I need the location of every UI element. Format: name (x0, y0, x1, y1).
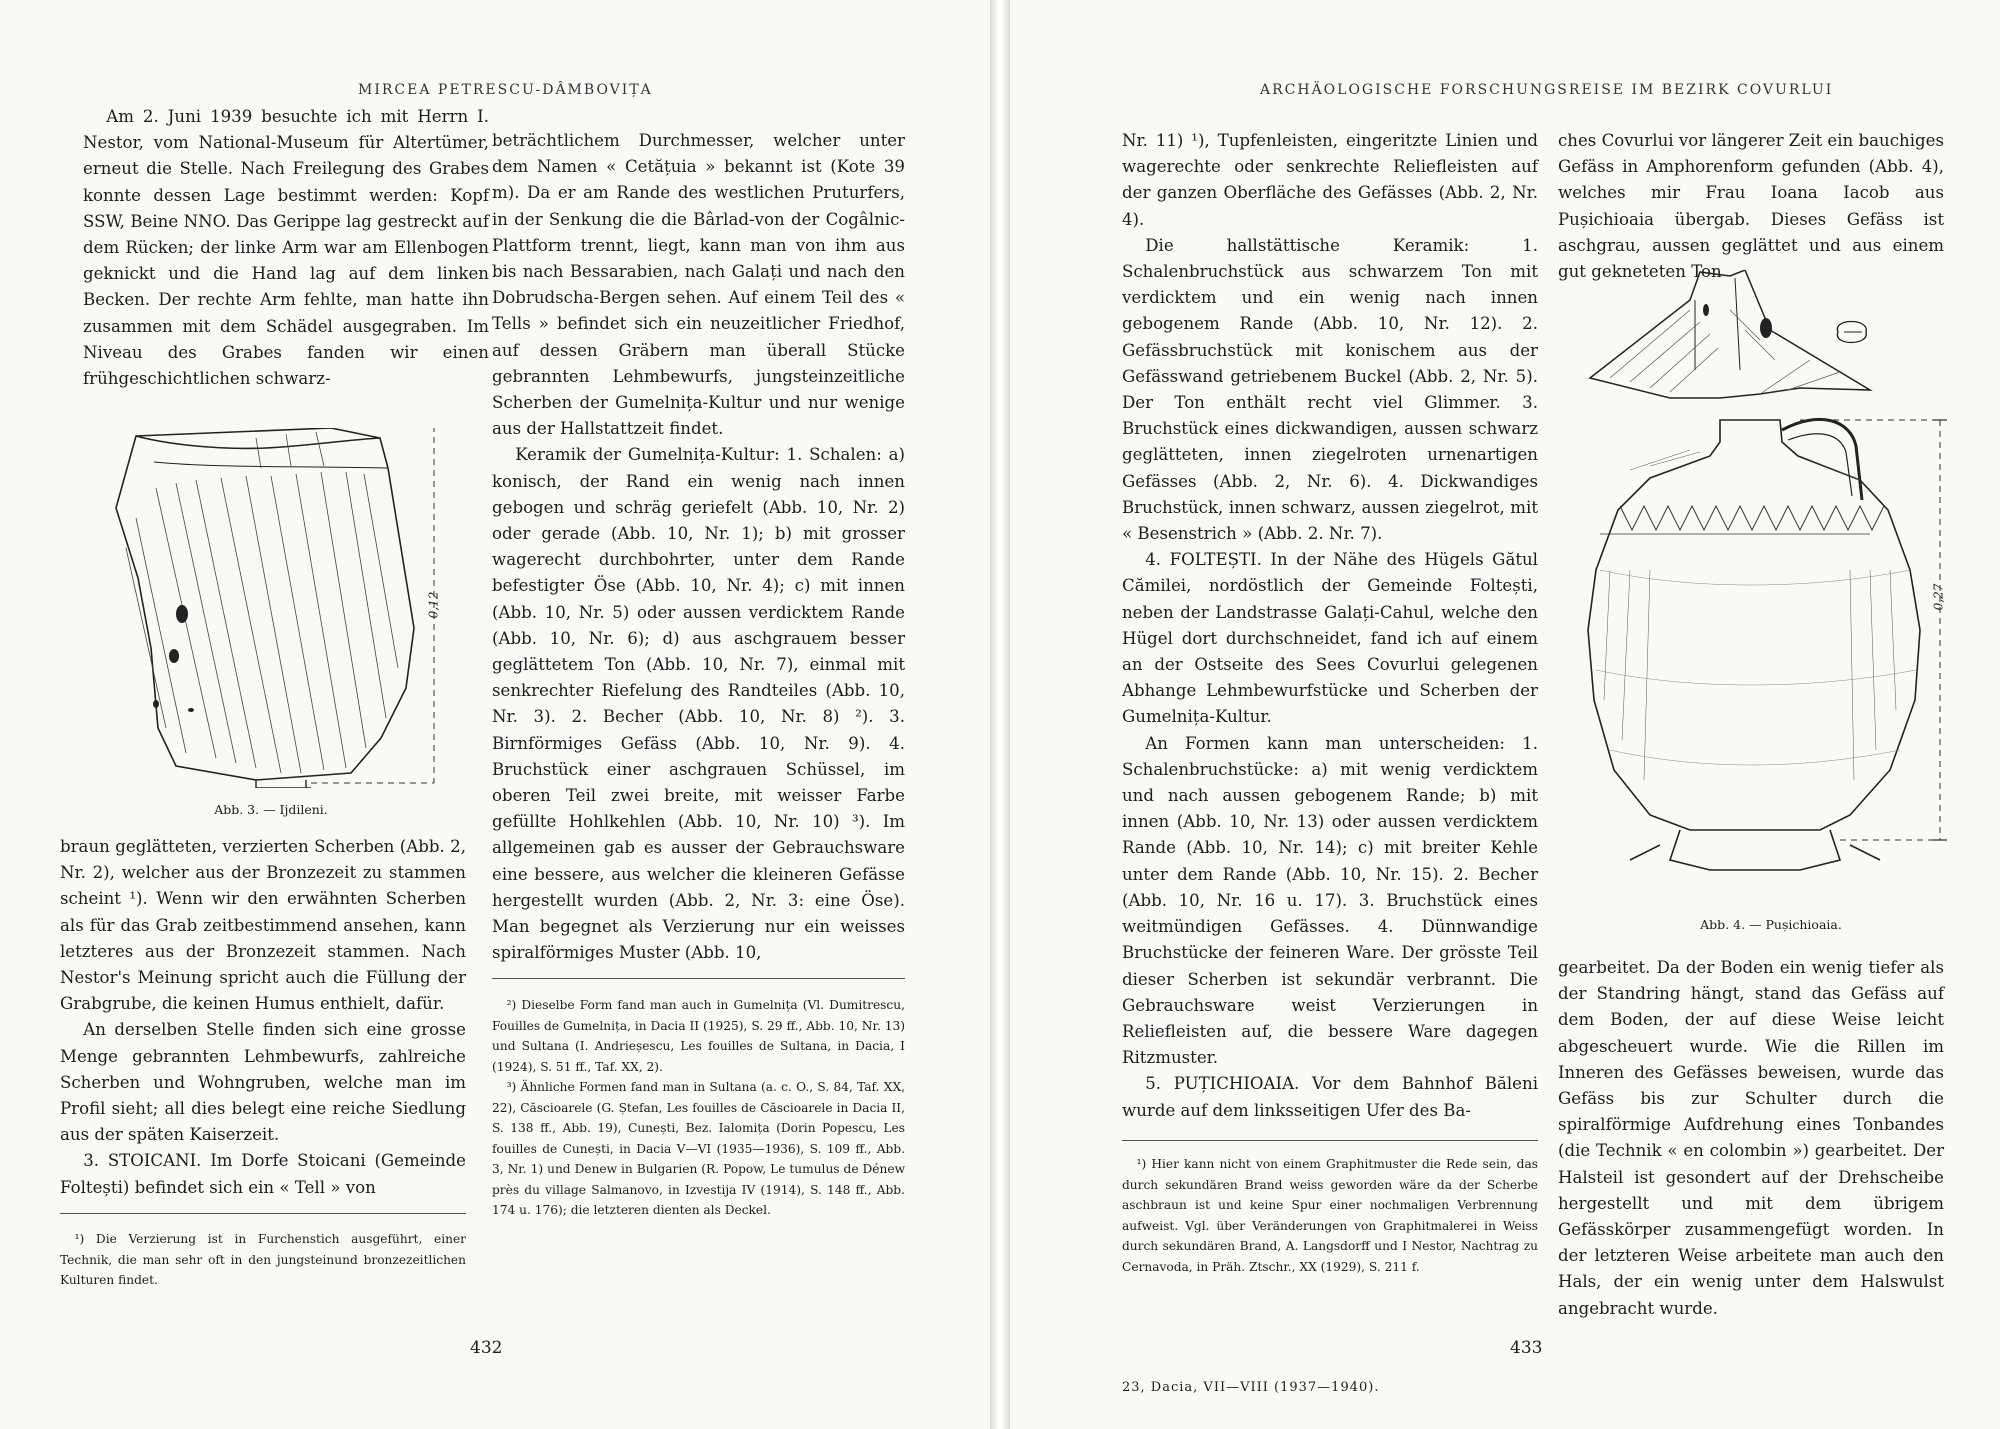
left-col2 (492, 128, 905, 967)
left-col2-footnotes (492, 995, 905, 1221)
figure-3-pot-drawing (96, 428, 456, 788)
footnote-rule (60, 1213, 466, 1214)
figure-3-caption: Abb. 3. — Ijdileni. (214, 802, 328, 817)
footnote: ²) Dieselbe Form fand man auch in Gumelnița (Vl. Dumitrescu, Fouilles de Gumelnița, in Dacia II (1925), S. 29 ff., Abb. 10, Nr. 13) und Sultana (I. Andrieșescu, Les fouilles de Sultana, in Dacia, I (1924), S. 51 ff., Taf. XX, 2). (492, 998, 905, 1074)
paragraph: beträchtlichem Durchmesser, welcher unter dem Namen « Cetățuia » bekannt ist (Kote 39 m). Da er am Rande des westlichen Pruturfers, in der Senkung die die Bârlad-von der Cogâlnic-Plattform trennt, liegt, kann man von ihm aus bis nach Bessarabien, nach Galați und nach den Dobrudscha-Bergen sehen. Auf einem Teil des « Tells » befindet sich ein neuzeitlicher Friedhof, auf dessen Gräbern man überall Stücke gebrannten Lehmbewurfs, jungsteinzeitliche Scherben der Gumelnița-Kultur und nur wenige aus der Hallstattzeit findet. (492, 131, 905, 439)
paragraph: 5. PUȚICHIOAIA. Vor dem Bahnhof Băleni wurde auf dem linksseitigen Ufer des Ba- (1122, 1074, 1538, 1120)
right-page (1010, 0, 2000, 1429)
left-col1-top (83, 104, 489, 392)
left-col1-footnote (60, 1229, 466, 1291)
footnote: ³) Ähnliche Formen fand man in Sultana (a. c. O., S. 84, Taf. XX, 22), Căscioarele (G. Ștefan, Les fouilles de Căscioarele in Dacia II, S. 138 ff., Abb. 19), Cunești, Bez. Ialomița (Dorin Popescu, Les fouilles de Cunești, in Dacia V—VI (1935—1936), S. 109 ff., Abb. 3, Nr. 1) und Denew in Bulgarien (R. Popow, Le tumulus de Dénew près du village Salmanovo, in Izvestija IV (1914), S. 148 ff., Abb. 174 u. 176); die letzteren dienten als Deckel. (492, 1080, 905, 1217)
left-col1-bottom (60, 834, 466, 1201)
right-col2-top (1558, 128, 1944, 285)
paragraph: Am 2. Juni 1939 besuchte ich mit Herrn I. Nestor, vom National-Museum für Altertümer, erneut die Stelle. Nach Freilegung des Grabes konnte dessen Lage bestimmt werden: Kopf SSW, Beine NNO. Das Gerippe lag gestreckt auf dem Rücken; der linke Arm war am Ellenbogen geknickt und die Hand lag auf dem linken Becken. Der rechte Arm fehlte, man hatte ihn zusammen mit dem Schädel ausgegraben. Im Niveau des Grabes fanden wir einen frühgeschichtlichen schwarz- (83, 107, 489, 389)
paragraph: braun geglätteten, verzierten Scherben (Abb. 2, Nr. 2), welcher aus der Bronzezeit zu stammen scheint ¹). Wenn wir den erwähnten Scherben als für das Grab zeitbestimmend ansehen, kann letzteres aus der Bronzezeit stammen. Nach Nestor's Meinung spricht auch die Füllung der Grabgrube, die keinen Humus enthielt, dafür. (60, 837, 466, 1014)
right-col2-bottom (1558, 955, 1944, 1322)
footnote: ¹) Die Verzierung ist in Furchenstich ausgeführt, einer Technik, die man sehr oft in den jungsteinund bronzezeitlichen Kulturen findet. (60, 1232, 466, 1287)
figure-4-amphora-drawing (1570, 270, 1950, 930)
footnote-rule (1122, 1140, 1538, 1141)
figure-3-scale-label: 0,12 (426, 591, 441, 619)
paragraph: Die hallstättische Keramik: 1. Schalenbruchstück aus schwarzem Ton mit verdicktem und ein wenig nach innen gebogenem Rande (Abb. 10, Nr. 12). 2. Gefässbruchstück mit konischem aus der Gefässwand getriebenem Buckel (Abb. 2, Nr. 5). Der Ton enthält recht viel Glimmer. 3. Bruchstück eines dickwandigen, aussen schwarz geglätteten, innen ziegelroten urnenartigen Gefässes (Abb. 2, Nr. 6). 4. Dickwandiges Bruchstück, innen schwarz, aussen ziegelrot, mit « Besenstrich » (Abb. 2. Nr. 7). (1122, 235, 1538, 544)
right-col1-footnote (1122, 1154, 1538, 1277)
page-number-right: 433 (1510, 1338, 1543, 1358)
paragraph: An Formen kann man unterscheiden: 1. Schalenbruchstücke: a) mit wenig verdicktem und nach aussen gebogenem Rande; b) mit innen (Abb. 10, Nr. 13) oder aussen verdicktem Rande (Abb. 10, Nr. 14); c) mit breiter Kehle unter dem Rande (Abb. 10, Nr. 15). 2. Becher (Abb. 10, Nr. 16 u. 17). 3. Bruchstück eines weitmündigen Gefässes. 4. Dünnwandige Bruchstücke der feineren Ware. Der grösste Teil dieser Scherben ist sekundär verbrannt. Die Gebrauchsware weist Verzierungen in Reliefleisten auf, die bessere Ware dagegen Ritzmuster. (1122, 733, 1538, 1068)
running-head-left: MIRCEA PETRESCU-DÂMBOVIȚA (358, 82, 653, 98)
book-gutter (990, 0, 1010, 1429)
left-page (0, 0, 990, 1429)
figure-4-scale-label: 0,27 (1931, 583, 1946, 611)
figure-4-caption: Abb. 4. — Pușichioaia. (1700, 917, 1842, 932)
right-col1 (1122, 128, 1538, 1124)
paragraph: Keramik der Gumelnița-Kultur: 1. Schalen: a) konisch, der Rand ein wenig nach innen gebogen und schräg geriefelt (Abb. 10, Nr. 2) oder gerade (Abb. 10, Nr. 1); b) mit grosser wagerecht durchbohrter, unter dem Rande befestigter Öse (Abb. 10, Nr. 4); c) mit innen (Abb. 10, Nr. 5) oder aussen verdicktem Rande (Abb. 10, Nr. 6); d) aus aschgrauem besser geglättetem Ton (Abb. 10, Nr. 7), einmal mit senkrechter Riefelung des Randteiles (Abb. 10, Nr. 3). 2. Becher (Abb. 10, Nr. 8) ²). 3. Birnförmiges Gefäss (Abb. 10, Nr. 9). 4. Bruchstück einer aschgrauen Schüssel, im oberen Teil zwei breite, mit weisser Farbe gefüllte Hohlkehlen (Abb. 10, Nr. 10) ³). Im allgemeinen gab es ausser der Gebrauchsware eine bessere, aus welcher die kleineren Gefässe hergestellt wurden (Abb. 2, Nr. 3: eine Öse). Man begegnet als Verzierung nur ein weisses spiralförmiges Muster (Abb. 10, (492, 445, 905, 963)
paragraph: An derselben Stelle finden sich eine grosse Menge gebrannten Lehmbewurfs, zahlreiche Scherben und Wohngruben, welche man im Profil sieht; all dies belegt eine reiche Siedlung aus der späten Kaiserzeit. (60, 1020, 466, 1145)
footnote-rule (492, 978, 905, 979)
paragraph: 4. FOLTEȘTI. In der Nähe des Hügels Gătul Cămilei, nordöstlich der Gemeinde Foltești, neben der Landstrasse Galați-Cahul, welche den Hügel dort durchschneidet, fand ich auf einem an der Ostseite des Sees Covurlui gelegenen Abhange Lehmbewurfstücke und Scherben der Gumelnița-Kultur. (1122, 550, 1538, 727)
paragraph: 3. STOICANI. Im Dorfe Stoicani (Gemeinde Foltești) befindet sich ein « Tell » von (60, 1151, 466, 1197)
paragraph: Nr. 11) ¹), Tupfenleisten, eingeritzte Linien und wagerechte oder senkrechte Reliefleisten auf der ganzen Oberfläche des Gefässes (Abb. 2, Nr. 4). (1122, 131, 1538, 229)
running-head-right: ARCHÄOLOGISCHE FORSCHUNGSREISE IM BEZIRK COVURLUI (1260, 82, 1834, 98)
footnote: ¹) Hier kann nicht von einem Graphitmuster die Rede sein, das durch sekundären Brand weiss geworden wäre da der Scherbe aschbraun ist und keine Spur einer nochmaligen Verbrennung aufweist. Vgl. über Veränderungen von Graphitmalerei in Weiss durch sekundären Brand, A. Langsdorff und I Nestor, Nachtrag zu Cernavoda, in Präh. Ztschr., XX (1929), S. 211 f. (1122, 1157, 1538, 1274)
paragraph: ches Covurlui vor längerer Zeit ein bauchiges Gefäss in Amphorenform gefunden (Abb. 4), welches mir Frau Ioana Iacob aus Pușichioaia übergab. Dieses Gefäss ist aschgrau, aussen geglättet und aus einem gut gekneteten Ton (1558, 131, 1944, 282)
printer-signature: 23, Dacia, VII—VIII (1937—1940). (1122, 1380, 1380, 1395)
page-number-left: 432 (470, 1338, 503, 1358)
paragraph: gearbeitet. Da der Boden ein wenig tiefer als der Standring hängt, stand das Gefäss auf dem Boden, der auf diese Weise leicht abgescheuert wurde. Wie die Rillen im Inneren des Gefässes beweisen, wurde das Gefäss bis zur Schulter durch die spiralförmige Aufdrehung eines Tonbandes (die Technik « en colombin ») gearbeitet. Der Halsteil ist gesondert auf der Drehscheibe hergestellt und mit dem übrigem Gefässkörper zusammengefügt worden. In der letzteren Weise arbeitete man auch den Hals, der ein wenig unter dem Halswulst angebracht wurde. (1558, 958, 1944, 1318)
